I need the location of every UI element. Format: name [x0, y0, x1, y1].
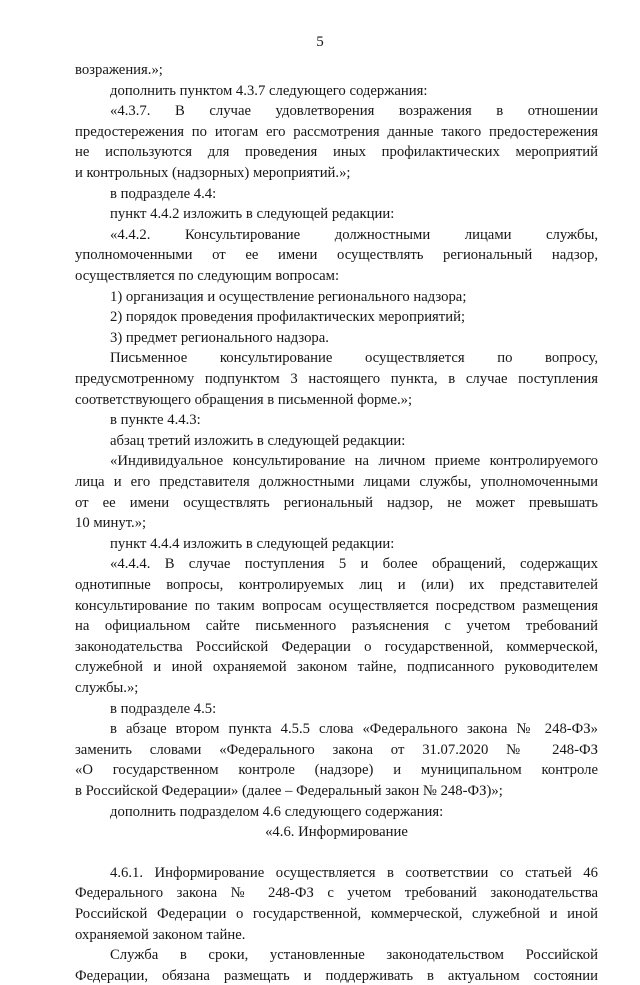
text-line: в подразделе 4.5:	[110, 701, 217, 717]
text-line: Российской Федерации о государственной, коммерческой, служебной и иной	[75, 906, 598, 922]
text-line: «4.4.4. В случае поступления 5 и более обращений, содержащих	[110, 556, 598, 572]
text-line: в абзаце втором пункта 4.5.5 слова «Федерального закона № 248-ФЗ»	[110, 721, 598, 737]
text-line: в подразделе 4.4:	[110, 186, 217, 202]
text-line: «4.3.7. В случае удовлетворения возражения в отношении	[110, 103, 598, 119]
text-line: дополнить пунктом 4.3.7 следующего содержания:	[110, 83, 428, 99]
text-line: абзац третий изложить в следующей редакции:	[110, 433, 406, 449]
text-line: 1) организация и осуществление регионального надзора;	[110, 289, 467, 305]
text-line: «4.4.2. Консультирование должностными лицами службы,	[110, 227, 598, 243]
text-line: службы.»;	[75, 680, 139, 696]
text-line: в Российской Федерации» (далее – Федеральный закон № 248-ФЗ)»;	[75, 783, 503, 799]
text-line: пункт 4.4.4 изложить в следующей редакции:	[110, 536, 395, 552]
text-line: возражения.»;	[75, 62, 163, 78]
text-line: от ее имени осуществлять региональный надзор, не может превышать	[75, 495, 598, 511]
text-line: заменить словами «Федерального закона от 31.07.2020 № 248-ФЗ	[75, 742, 598, 758]
text-line: «О государственном контроле (надзоре) и муниципальном контроле	[75, 762, 598, 778]
text-line: «4.6. Информирование	[265, 824, 408, 840]
text-line: 10 минут.»;	[75, 515, 147, 531]
text-line: Письменное консультирование осуществляется по вопросу,	[110, 350, 598, 366]
text-line: однотипные вопросы, контролируемых лиц и (или) их представителей	[75, 577, 598, 593]
text-line: охраняемой законом тайне.	[75, 927, 246, 943]
text-line: консультирование по таким вопросам осуществляется посредством размещения	[75, 598, 598, 614]
text-line: Служба в сроки, установленные законодательством Российской	[110, 947, 598, 963]
text-line: 3) предмет регионального надзора.	[110, 330, 329, 346]
text-line: законодательства Российской Федерации о государственной, коммерческой,	[75, 639, 598, 655]
text-line: и контрольных (надзорных) мероприятий.»;	[75, 165, 351, 181]
page-number: 5	[316, 34, 324, 50]
text-line: служебной и иной охраняемой законом тайне, подписанного руководителем	[75, 659, 598, 675]
text-line: осуществляется по следующим вопросам:	[75, 268, 340, 284]
text-line: 4.6.1. Информирование осуществляется в соответствии со статьей 46	[110, 865, 598, 881]
text-line: «Индивидуальное консультирование на личном приеме контролируемого	[110, 453, 598, 469]
text-line: Федерации, обязана размещать и поддерживать в актуальном состоянии	[75, 968, 598, 984]
text-line: предусмотренному подпунктом 3 настоящего пункта, в случае поступления	[75, 371, 598, 387]
text-line: уполномоченными от ее имени осуществлять региональный надзор,	[75, 247, 598, 263]
text-line: Федерального закона № 248-ФЗ с учетом требований законодательства	[75, 885, 598, 901]
text-line: пункт 4.4.2 изложить в следующей редакции:	[110, 206, 395, 222]
text-line: дополнить подразделом 4.6 следующего содержания:	[110, 804, 444, 820]
text-line: в пункте 4.4.3:	[110, 412, 201, 428]
text-line: предостережения по итогам его рассмотрения данные такого предостережения	[75, 124, 598, 140]
text-line: лица и его представителя должностными лицами службы, уполномоченными	[75, 474, 598, 490]
text-line: не используются для проведения иных профилактических мероприятий	[75, 144, 598, 160]
text-line: 2) порядок проведения профилактических мероприятий;	[110, 309, 466, 325]
text-line: на официальном сайте письменного разъяснения с учетом требований	[75, 618, 598, 634]
text-line: соответствующего обращения в письменной форме.»;	[75, 392, 413, 408]
